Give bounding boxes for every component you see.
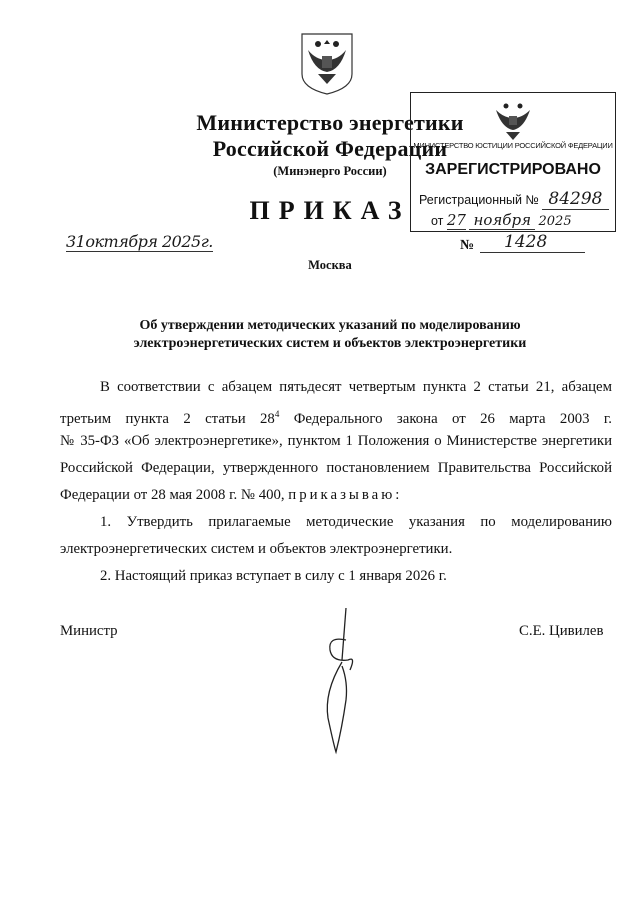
- ministry-name-line2: Российской Федерации: [212, 136, 448, 161]
- body-line-3: № 35-ФЗ «Об электроэнергетике», пунктом 1 Положения о Министерстве энергетики: [60, 433, 612, 449]
- order-number-label: №: [460, 238, 475, 253]
- document-type: ПРИКАЗ: [249, 196, 411, 225]
- state-emblem-icon: [298, 30, 356, 96]
- body-line-5: [60, 482, 612, 509]
- body-item-2: 2. Настоящий приказ вступает в силу с 1 января 2026 г.: [100, 568, 447, 584]
- ministry-name-line1: Министерство энергетики: [196, 110, 464, 135]
- stamp-org: МИНИСТЕРСТВО ЮСТИЦИИ РОССИЙСКОЙ ФЕДЕРАЦИИ: [413, 141, 613, 150]
- stamp-reg-number: 84298: [542, 189, 608, 210]
- body-item-1-line1: 1. Утвердить прилагаемые методические указания по моделированию: [100, 514, 612, 530]
- body-item-1-line2: электроэнергетических систем и объектов электроэнергетики.: [60, 541, 453, 557]
- order-title-line2: электроэнергетических систем и объектов электроэнергетики: [133, 336, 527, 351]
- body-line-5a: Федерации от 28 мая 2008 г. № 400,: [60, 487, 289, 503]
- body-line-2-sup: 4: [274, 409, 280, 419]
- signatory-name: С.Е. Цивилев: [519, 623, 604, 639]
- city: Москва: [308, 258, 352, 272]
- body-line-2a: третьим пункта 2 статьи 28: [60, 410, 275, 427]
- stamp-date-year: 2025: [538, 214, 572, 229]
- ministry-short-name: (Минэнерго России): [273, 164, 387, 178]
- stamp-reg-label: Регистрационный №: [419, 193, 539, 207]
- body-line-4: Российской Федерации, утвержденного постановлением Правительства Российской: [60, 460, 612, 476]
- stamp-date-prefix: от: [431, 214, 444, 228]
- stamp-title: ЗАРЕГИСТРИРОВАНО: [425, 161, 601, 178]
- stamp-date-month: ноября: [469, 211, 535, 230]
- order-title-line1: Об утверждении методических указаний по моделированию: [139, 318, 521, 333]
- signatory-position: Министр: [60, 623, 118, 639]
- body-line-5-prikazyvayu: приказываю:: [288, 487, 403, 503]
- stamp-date-day: 27: [446, 211, 466, 229]
- body-line-2b: Федерального закона от 26 марта 2003 г.: [279, 410, 612, 427]
- stamp-date-line: [411, 211, 635, 229]
- body-line-1: В соответствии с абзацем пятьдесят четвертым пункта 2 статьи 21, абзацем: [100, 379, 612, 395]
- order-date: 31октября 2025г.: [66, 232, 213, 251]
- stamp-emblem-icon: [492, 98, 534, 142]
- handwritten-signature: [312, 600, 372, 760]
- order-number: 1428: [480, 232, 585, 253]
- stamp-reg-line: [411, 189, 623, 209]
